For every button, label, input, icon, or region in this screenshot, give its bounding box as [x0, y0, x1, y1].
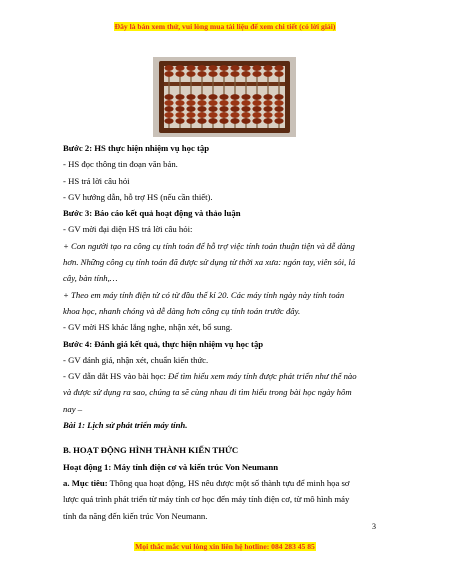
objective-paragraph — [63, 475, 363, 524]
step3-answer-1: + Con người tạo ra công cụ tính toán để hỗ trợ việc tính toán thuận tiện và dễ dàng hơn. Những công cụ tính toán đã được sử dụng từ thời xa xưa: ngón tay, viên sỏi, lá cây, bàn tính,… — [63, 240, 356, 284]
step2-item: - GV hướng dẫn, hỗ trợ HS (nếu cần thiết). — [63, 191, 213, 202]
step4-item-2-quote: Để tìm hiểu xem máy tính được phát triển như thế nào và được sử dụng ra sao, chúng ta sẽ cùng nhau đi tìm hiểu trong bài học ngày hôm nay – — [63, 371, 357, 414]
hotline-banner: Mọi thắc mắc vui lòng xin liên hệ hotline: 084 283 45 85 — [135, 542, 315, 551]
objective-text: Thông qua hoạt động, HS nêu được một số thành tựu để minh họa sơ lược quá trình phát triển từ máy tính cơ học đến máy tính điện cơ, từ mô hình máy tính đa năng đến kiến trúc Von Neumann. — [63, 477, 350, 521]
lesson-title: Bài 1: Lịch sử phát triển máy tính. — [63, 420, 188, 431]
document-body — [63, 140, 363, 524]
step4-item-1: - GV đánh giá, nhận xét, chuẩn kiến thức. — [63, 354, 209, 365]
step4-item-2 — [63, 368, 363, 417]
step3-intro: - GV mời đại diện HS trả lời câu hỏi: — [63, 224, 193, 235]
step2-title: Bước 2: HS thực hiện nhiệm vụ học tập — [63, 143, 210, 153]
step2-item: - HS đọc thông tin đoạn văn bản. — [63, 159, 178, 170]
section-b-heading: B. HOẠT ĐỘNG HÌNH THÀNH KIẾN THỨC — [63, 445, 239, 456]
step4-title: Bước 4: Đánh giá kết quả, thực hiện nhiệm vụ học tập — [63, 338, 264, 349]
preview-banner: Đây là bản xem thử, vui lòng mua tài liệu để xem chi tiết (có lời giải) — [114, 22, 336, 31]
objective-label: a. Mục tiêu: — [63, 477, 108, 488]
abacus-image — [153, 57, 296, 137]
step3-answer-2: + Theo em máy tính điện tử có từ đầu thế kỉ 20. Các máy tính ngày này tính toán khoa học, nhanh chóng và dễ dàng hơn công cụ tính toán trước đây. — [63, 289, 345, 316]
page-number: 3 — [372, 522, 376, 531]
step3-end: - GV mời HS khác lắng nghe, nhận xét, bổ sung. — [63, 322, 233, 333]
activity-1-heading: Hoạt động 1: Máy tính điện cơ và kiến trúc Von Neumann — [63, 461, 279, 472]
step4-item-2-prefix: - GV dẫn dắt HS vào bài học: — [63, 371, 169, 382]
step3-title: Bước 3: Báo cáo kết quả hoạt động và thảo luận — [63, 208, 241, 219]
step2-item: - HS trả lời câu hỏi — [63, 175, 130, 186]
